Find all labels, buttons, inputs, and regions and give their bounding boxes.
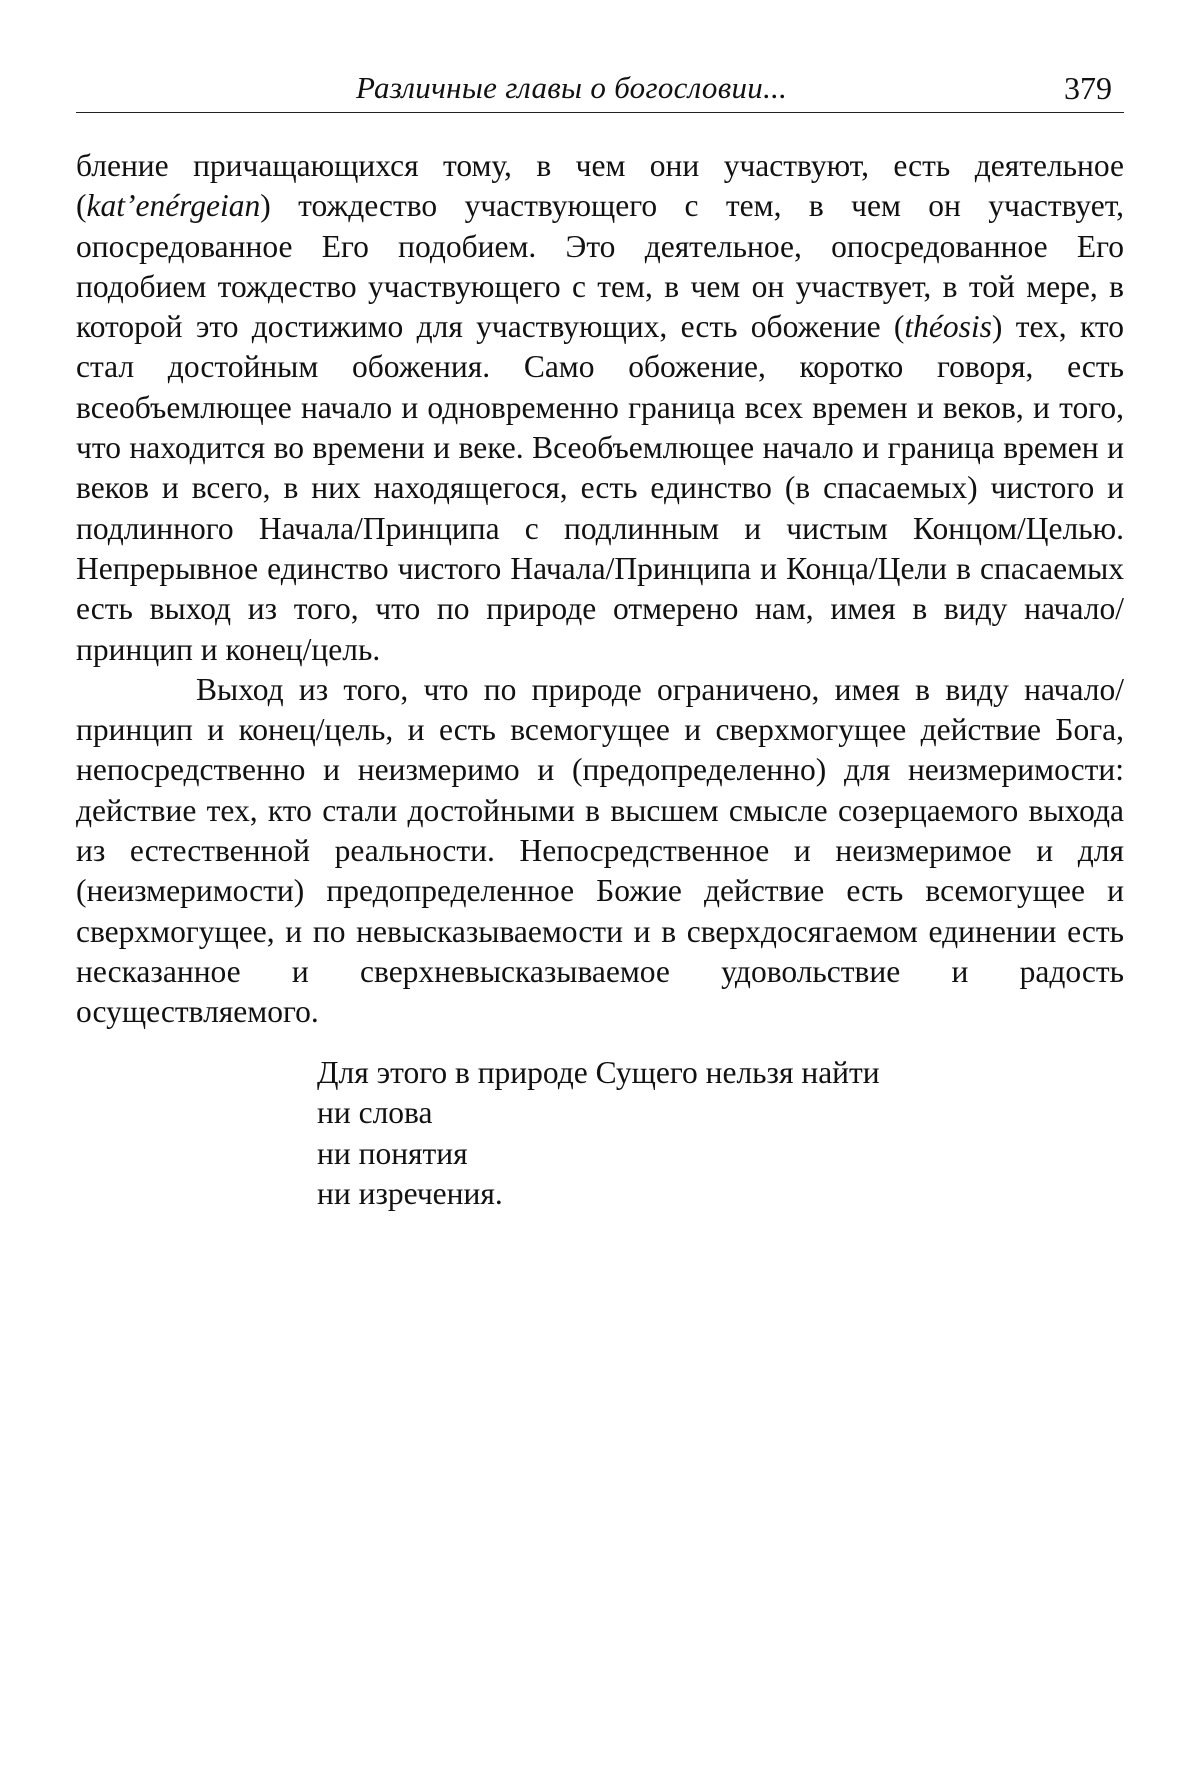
verse-line-2: ни слова xyxy=(317,1095,433,1131)
verse-line-1: Для этого в природе Сущего нельзя найти xyxy=(317,1055,880,1090)
verse-block xyxy=(317,1053,880,1214)
paragraph-1: бление причащающихся тому, в чем они участвуют, есть деятельное (kat’enérgeian) тождество участвующего с тем, в чем он участвует, опосредованное Его подобием. Это деятельное, опосредованное Его подобием тождество участвующего с тем, в чем он участвует, в той мере, в которой это достижимо для участвующих, есть обожение (théosis) тех, кто стал достойным обожения. Само обожение, коротко говоря, есть всеобъемлющее начало и одновременно граница всех времен и веков, и того, что находится во времени и веке. Всеобъемлющее начало и граница времен и веков и всего, в них находящегося, есть единство (в спасаемых) чистого и подлинного Начала/Принципа с подлинным и чистым Концом/Целью. Непрерывное единство чистого Начала/Принципа и Конца/Цели в спасаемых есть выход из того, что по природе отмерено нам, имея в виду начало/принцип и конец/цель. xyxy=(76,148,1124,667)
running-title: Различные главы о богословии... xyxy=(356,70,788,105)
greek-term: kat’enérgeian xyxy=(86,188,261,224)
page-number: 379 xyxy=(1064,70,1112,106)
greek-term: théosis xyxy=(904,309,992,345)
running-header xyxy=(76,62,1124,113)
verse-line-4: ни изречения. xyxy=(317,1175,503,1211)
verse-line-3: ни понятия xyxy=(317,1135,468,1171)
body-text xyxy=(76,146,1124,1033)
paragraph-2: Выход из того, что по природе ограничено, имея в виду начало/принцип и конец/цель, и есть всемогущее и сверхмогущее действие Бога, непосредственно и неизмеримо и (предопределенно) для неизмеримости: действие тех, кто стали достойными в высшем смысле созерцаемого выхода из естественной реальности. Непосредственное и неизмеримое и для (неизмеримости) предопределенное Божие действие есть всемогущее и сверхмогущее, и по невысказываемости и в сверхдосягаемом единении есть несказанное и сверхневысказываемое удовольствие и радость осуществляемого. xyxy=(76,671,1124,1030)
